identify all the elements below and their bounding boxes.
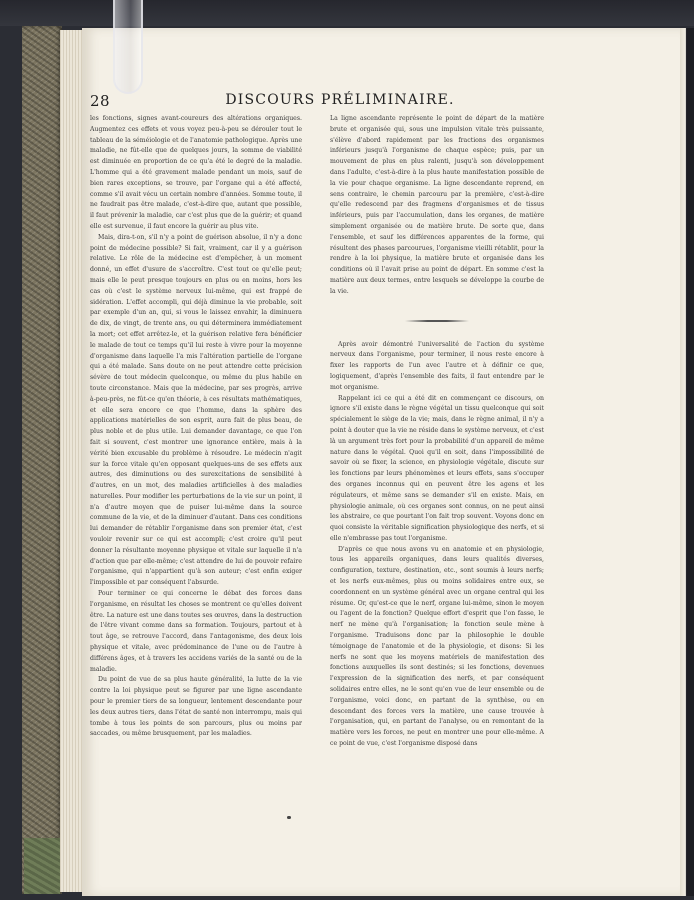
paragraph: Du point de vue de sa plus haute généralité, la lutte de la vie contre la loi physique peut se figurer par une ligne ascendante pour le premier tiers de sa longueur, lentement descendante pour les deux autres tiers, dans l'état de santé non interrompu, mais qui tombe à tous les points de son parcours, plus ou moins par saccades, ou même brusquement, par les maladies. — [90, 676, 302, 738]
binding-corner — [24, 838, 60, 894]
page-right-edge — [680, 28, 694, 896]
left-column — [90, 114, 302, 740]
right-column — [330, 114, 544, 750]
paragraph: les fonctions, signes avant-coureurs des altérations organiques. Augmentez ces effets et vous voyez peu-à-peu se dérouler tout le tableau de la séméiologie et de l'anatomie pathologique. Après une maladie, ne fût-elle que de quelques jours, la somme de viabilité est diminuée en proportion de ce qu'a été le degré de la maladie. L'homme qui a été gravement malade pendant un mois, sauf de bien rares exceptions, se trouve, par l'organe qui a été affecté, comme s'il avait vécu un certain nombre d'années. Somme toute, il ne faudrait pas être malade, c'est-à-dire que, autant que possible, il faut prévenir la maladie, car c'est plus que de la guérir; et quand elle est survenue, il faut encore la guérir au plus vite. — [90, 115, 302, 230]
page-number: 28 — [90, 92, 111, 110]
page-clip — [113, 0, 143, 94]
paragraph: Rappelant ici ce qui a été dit en commençant ce discours, on ignore s'il existe dans le règne végétal un tissu quelconque qui soit spécialement le siège de la vie; mais, dans le règne animal, il n'y a point à douter que la vie ne réside dans le système nerveux, et c'est là un argument très fort pour la probabilité d'un appareil de même nature dans le végétal. Quoi qu'il en soit, dans l'impossibilité de savoir où se fixer, la science, en physiologie végétale, discute sur les fonctions par leurs phénomènes et leurs effets, sans s'occuper des organes inconnus qui en peuvent être les agens et les régulateurs, et même sans se demander s'il en existe. Mais, en physiologie animale, où ces organes sont connus, on ne peut ainsi les abstraire, ce que pourtant l'on fait trop souvent. Voyons donc en quoi consiste la véritable signification physiologique des nerfs, et si elle n'embrasse pas tout l'organisme. — [330, 394, 544, 542]
running-head: DISCOURS PRÉLIMINAIRE. — [225, 92, 455, 108]
section-divider — [405, 320, 469, 322]
scan-background — [0, 0, 694, 26]
paragraph: La ligne ascendante représente le point de départ de la matière brute et organisée qui, sous une impulsion vitale très puissante, s'élève d'abord rapidement par les fractions des organismes inférieurs jusqu'à l'organisme de chaque espèce; puis, par un mouvement de plus en plus ralenti, jusqu'à son développement dans l'adulte, c'est-à-dire à la plus haute manifestation possible de la vie pour chaque organisme. La ligne descendante reprend, en sens contraire, le chemin parcouru par la première, c'est-à-dire qu'elle redescend par des fragmens d'organismes et de tissus inférieurs, puis par l'accumulation, dans les organes, de matière simplement organisée ou de matière brute. De sorte que, dans l'ensemble, et sauf les différences apparentes de la forme, qui résultent des phases parcourues, l'organisme vieilli rétablit, pour la rendre à la loi physique, la matière brute et organisée dans les conditions où il l'avait prise au point de départ. En somme c'est la matière aux deux termes, entre lesquels se développe la courbe de la vie. — [330, 115, 544, 295]
page-edges — [60, 30, 84, 892]
paragraph: D'après ce que nous avons vu en anatomie et en physiologie, tous les appareils organiques, dans leurs qualités diverses, configuration, texture, destination, etc., sont soumis à leurs nerfs; et les nerfs eux-mêmes, plus ou moins solidaires entre eux, se coordonnent en un système général avec un organe central qui les résume. Or, qu'est-ce que le nerf, organe lui-même, sinon le moyen ou l'agent de la fonction? Quelque effort d'esprit que l'on fasse, le nerf ne mène qu'à l'organisation; la fonction seule mène à l'organisme. Traduisons donc par la philosophie le double témoignage de l'anatomie et de la physiologie, et disons: Si les nerfs ne sont que les moyens matériels de manifestation des fonctions auxquelles ils sont destinés; si les fonctions, devenues l'expression de la signification des nerfs, et par conséquent solidaires entre elles, ne le sont qu'en vue de leur ensemble ou de l'organisme, voici donc, en partant de la synthèse, ou en descendant des forces vers la matière, une cause trouvée à l'organisation, qui, en partant de l'analyse, ou en remontant de la matière vers les forces, ne peut en montrer une pour elle-même. A ce point de vue, c'est l'organisme disposé dans — [330, 545, 544, 748]
paragraph: Mais, dira-t-on, s'il n'y a point de guérison absolue, il n'y a donc point de médecine possible? Si fait, vraiment, car il y a guérison relative. Le rôle de la médecine est d'empêcher, à un moment donné, un effet d'usure de s'accroître. C'est tout ce qu'elle peut; mais elle le peut presque toujours en plus ou en moins, hors les cas où c'est le système nerveux lui-même, qui est frappé de sidération. L'effet accompli, qui déjà diminue la vie probable, soit par exemple d'un an, qui, si vous le laissez envahir, la diminuera de dix, de vingt, de trente ans, ou qui déterminera immédiatement la mort; cet effet arrêtez-le, et la guérison relative fera bénéficier le malade de tout ce temps qu'il lui reste à vivre pour la moyenne d'organisme dans laquelle l'a mis l'altération partielle de l'organe qui a été malade. Sans doute on ne peut attendre cette précision sévère de tout médecin quelconque, ou même du plus habile en toute circonstance. Mais que la médecine, par ses progrès, arrive à-peu-près, ne fût-ce qu'en théorie, à ces résultats mathématiques, et elle sera encore ce que l'homme, dans la sphère des applications matérielles de son esprit, aura fait de plus beau, de plus noble et de plus utile. Lui demander davantage, ce que l'on fait si souvent, c'est montrer une ignorance entière, mais à la vérité bien excusable du problème à résoudre. Le médecin n'agit sur la force vitale qu'en opposant quelques-uns de ses effets aux autres, des diminutions ou des surexcitations de sensibilité à d'autres, en un mot, des maladies artificielles à des maladies naturelles. Pour modifier les perturbations de la vie sur un point, il n'a d'autre moyen que de puiser lui-même dans la source commune de la vie, et de la diminuer d'autant. Dans ces conditions lui demander de rétablir l'organisme dans son premier état, c'est vouloir revenir sur ce qui est accompli; c'est croire qu'il peut donner la résultante moyenne physique et vitale sur laquelle il n'a d'action que par elle-même; c'est attendre de lui de pouvoir refaire l'organisme, qui n'appartient qu'à son auteur; c'est enfin exiger l'impossible et par conséquent l'absurde. — [90, 233, 302, 587]
paragraph: Après avoir démontré l'universalité de l'action du système nerveux dans l'organisme, pour terminer, il nous reste encore à fixer les rapports de l'un avec l'autre et à définir ce que, logiquement, d'après l'ensemble des faits, il faut entendre par le mot organisme. — [330, 340, 544, 391]
paragraph: Pour terminer ce qui concerne le débat des forces dans l'organisme, en résultat les choses se montrent ce qu'elles doivent être. La nature est une dans toutes ses œuvres, dans la destruction de l'être vivant comme dans sa formation. Toujours, partout et à tout âge, se retrouve l'accord, dans l'antagonisme, des deux lois physique et vitale, avec prédominance de l'une ou de l'autre à différens âges, et à travers les accidens variés de la santé ou de la maladie. — [90, 590, 302, 673]
book-binding — [22, 26, 62, 894]
end-mark — [287, 816, 291, 819]
